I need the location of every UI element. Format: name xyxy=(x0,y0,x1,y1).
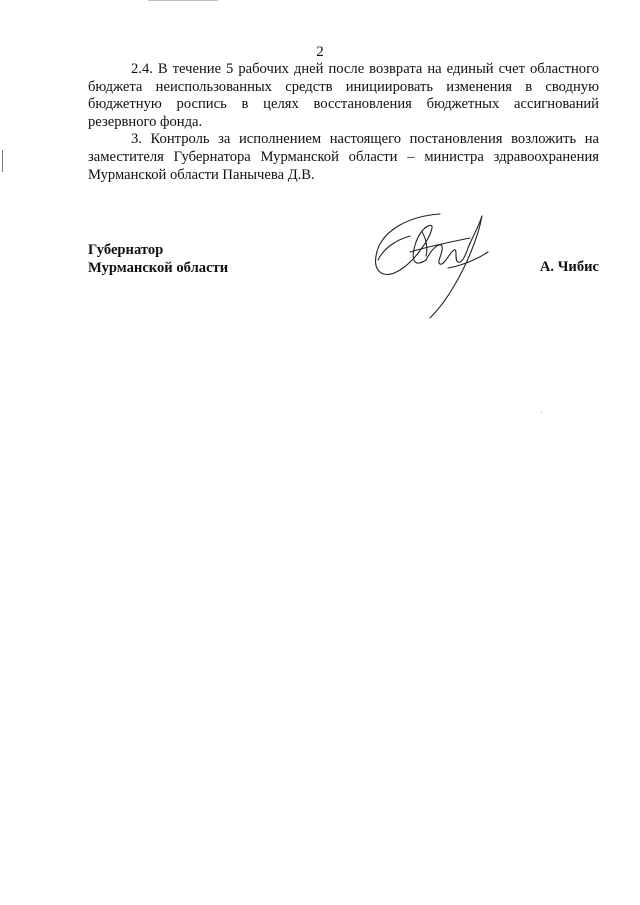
page-number: 2 xyxy=(316,44,324,60)
scan-artifact-left xyxy=(2,150,3,172)
signatory-title-line2: Мурманской области xyxy=(88,259,229,276)
paragraph-2-4: 2.4. В течение 5 рабочих дней после возврата на единый счет областного бюджета неиспользованных средств инициировать изменения в сводную бюджетную роспись в целях восстановления бюджетных ассигнований резервного фонда. xyxy=(88,61,599,130)
handwritten-signature-icon xyxy=(370,208,500,324)
signatory-title-line1: Губернатор xyxy=(88,242,164,258)
scan-speck xyxy=(541,412,542,413)
scan-artifact-top xyxy=(148,0,218,4)
document-body xyxy=(88,61,599,184)
paragraph-3: 3. Контроль за исполнением настоящего постановления возложить на заместителя Губернатора Мурманской области – министра здравоохранения Мурманской области Панычева Д.В. xyxy=(88,131,599,183)
signature-block xyxy=(88,242,599,342)
signatory-name: А. Чибис xyxy=(539,259,599,275)
signatory-title xyxy=(88,242,228,277)
